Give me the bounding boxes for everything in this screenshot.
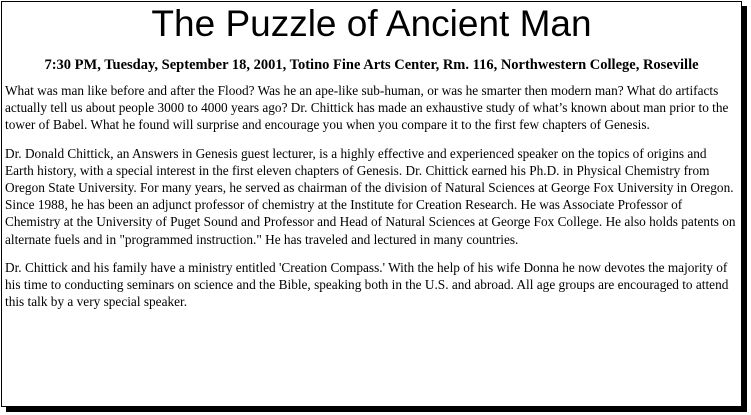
intro-paragraph: What was man like before and after the Flood? Was he an ape-like sub-human, or was he smarter then modern man? What do artifacts actually tell us about people 3000 to 4000 years ago? Dr. Chittick has made an exhaustive study of what’s known about man prior to the tower of Babel. What he found will surprise and encourage you when you compare it to the first few chapters of Genesis. xyxy=(5,83,729,133)
ministry-paragraph: Dr. Chittick and his family have a ministry entitled 'Creation Compass.' With the help of his wife Donna he now devotes the majority of his time to conducting seminars on science and the Bible, speaking both in the U.S. and abroad. All age groups are encouraged to attend this talk by a very special speaker. xyxy=(5,259,729,310)
event-flyer-panel xyxy=(1,1,742,407)
event-details: 7:30 PM, Tuesday, September 18, 2001, Totino Fine Arts Center, Rm. 116, Northwestern College, Roseville xyxy=(44,57,699,73)
speaker-bio-paragraph: Dr. Donald Chittick, an Answers in Genesis guest lecturer, is a highly effective and experienced speaker on the topics of origins and Earth history, with a special interest in the first eleven chapters of Genesis. Dr. Chittick earned his Ph.D. in Physical Chemistry from Oregon State University. For many years, he served as chairman of the division of Natural Sciences at George Fox University in Oregon. Since 1988, he has been an adjunct professor of chemistry at the Institute for Creation Research. He was Associate Professor of Chemistry at the University of Puget Sound and Professor and Head of Natural Sciences at George Fox College. He also holds patents on alternate fuels and in "programmed instruction." He has traveled and lectured in many countries. xyxy=(5,145,736,247)
page-title: The Puzzle of Ancient Man xyxy=(151,3,592,44)
